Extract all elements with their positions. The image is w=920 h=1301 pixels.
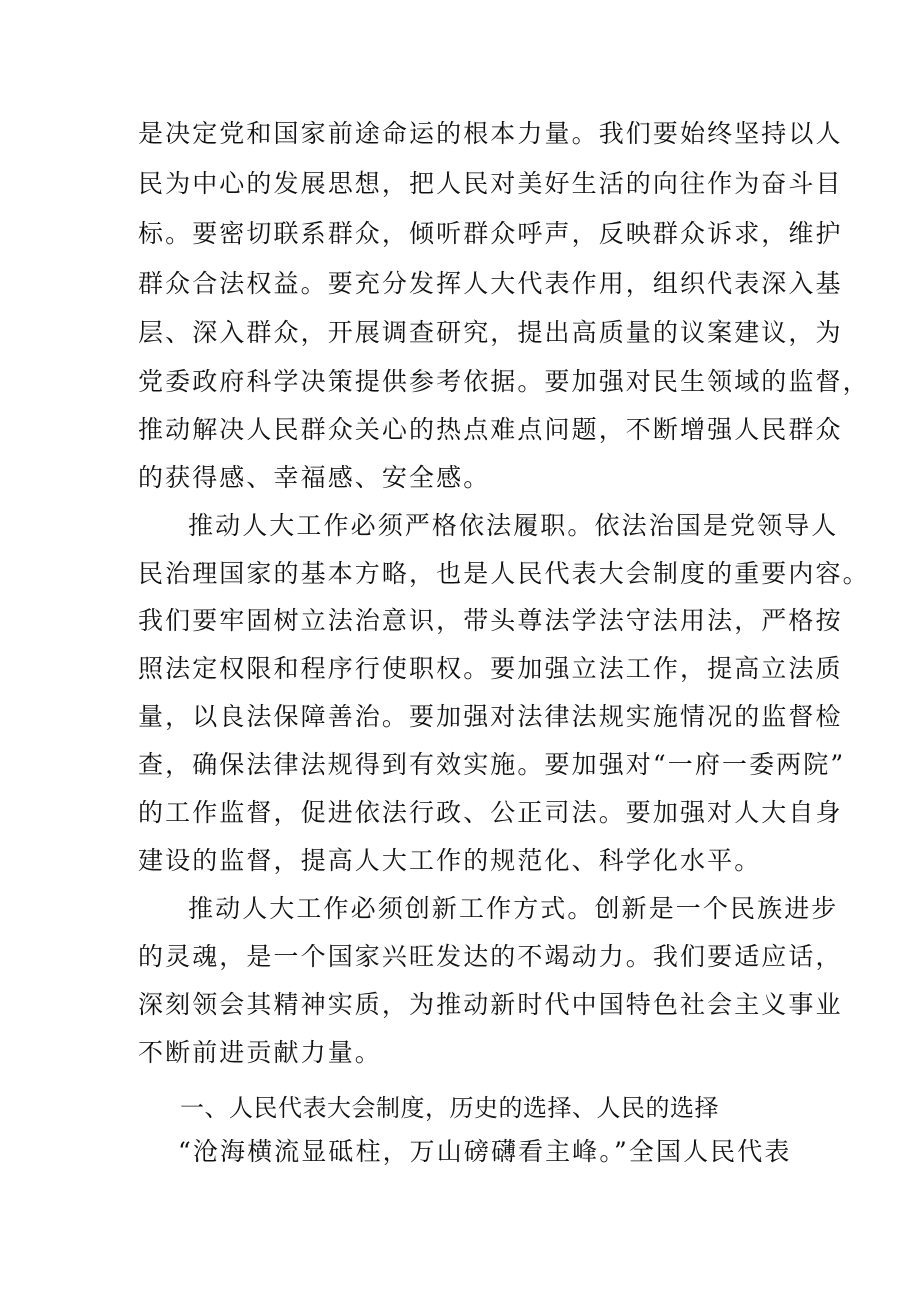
paragraph-line: 的工作监督，促进依法行政、公正司法。要加强对人大自身 <box>138 798 843 827</box>
paragraph-line: 查，确保法律法规得到有效实施。要加强对“一府一委两院” <box>138 750 846 779</box>
paragraph-line: 民为中心的发展思想，把人民对美好生活的向往作为奋斗目 <box>138 169 843 198</box>
paragraph-line: 我们要牢固树立法治意识，带头尊法学法守法用法，严格按 <box>138 606 843 635</box>
paragraph-line: 的获得感、幸福感、安全感。 <box>138 463 491 492</box>
paragraph-line: 推动人大工作必须严格依法履职。依法治国是党领导人 <box>188 511 839 540</box>
paragraph-line: 标。要密切联系群众，倾听群众呼声，反映群众诉求，维护 <box>138 219 843 248</box>
paragraph-line: 推动解决人民群众关心的热点难点问题，不断增强人民群众 <box>138 415 843 444</box>
paragraph-line: 建设的监督，提高人大工作的规范化、科学化水平。 <box>138 846 762 875</box>
paragraph-line: 群众合法权益。要充分发挥人大代表作用，组织代表深入基 <box>138 269 843 298</box>
paragraph-line: 量，以良法保障善治。要加强对法律法规实施情况的监督检 <box>138 702 843 731</box>
paragraph-line: “沧海横流显砥柱，万山磅礴看主峰。”全国人民代表 <box>178 1137 792 1166</box>
paragraph-line: 照法定权限和程序行使职权。要加强立法工作，提高立法质 <box>138 654 843 683</box>
paragraph-line: 推动人大工作必须创新工作方式。创新是一个民族进步 <box>188 894 839 923</box>
paragraph-line: 党委政府科学决策提供参考依据。要加强对民生领域的监督， <box>138 367 870 396</box>
paragraph-line: 深刻领会其精神实质，为推动新时代中国特色社会主义事业 <box>138 990 843 1019</box>
paragraph-line: 层、深入群众，开展调查研究，提出高质量的议案建议，为 <box>138 318 843 347</box>
paragraph-line: 民治理国家的基本方略，也是人民代表大会制度的重要内容。 <box>138 559 870 588</box>
paragraph-line: 不断前进贡献力量。 <box>138 1038 382 1067</box>
paragraph-line: 是决定党和国家前途命运的根本力量。我们要始终坚持以人 <box>138 119 843 148</box>
section-heading: 一、人民代表大会制度，历史的选择、人民的选择 <box>180 1094 719 1122</box>
paragraph-line: 的灵魂，是一个国家兴旺发达的不竭动力。我们要适应话， <box>138 942 843 971</box>
